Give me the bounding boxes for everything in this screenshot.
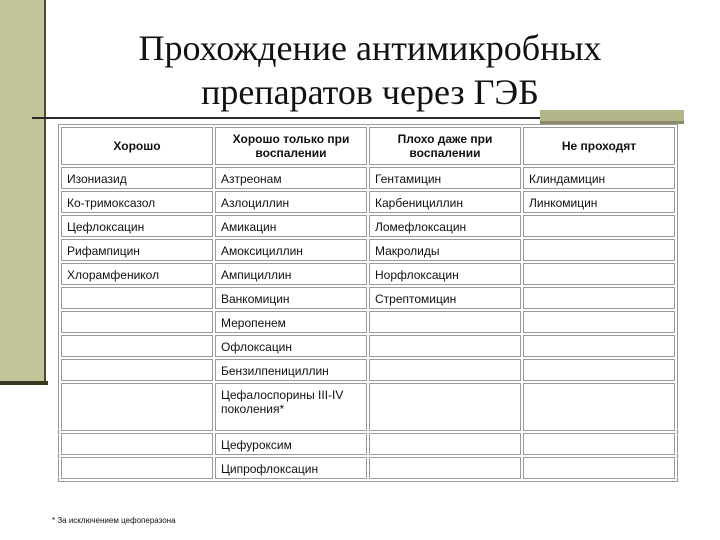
- sidebar-decoration: [0, 0, 46, 384]
- table-cell: [523, 239, 675, 261]
- table-cell: [369, 383, 521, 431]
- table-row: [61, 215, 675, 237]
- table-cell: [523, 215, 675, 237]
- table-cell: [61, 383, 213, 431]
- column-header-none: Не проходят: [523, 127, 675, 165]
- slide-title-line-2: препаратов через ГЭБ: [201, 72, 539, 112]
- column-header-good-inflammation: Хорошо только при воспалении: [215, 127, 367, 165]
- table-cell: Ципрофлоксацин: [215, 457, 367, 479]
- table-cell: Цефлоксацин: [61, 215, 213, 237]
- table-cell: Ко-тримоксазол: [61, 191, 213, 213]
- table-cell: [369, 335, 521, 357]
- table-cell: [523, 287, 675, 309]
- table-cell: Ванкомицин: [215, 287, 367, 309]
- drug-bbb-table: [58, 124, 678, 482]
- table-cell: [369, 359, 521, 381]
- table-cell: [523, 311, 675, 333]
- table-cell: [61, 311, 213, 333]
- column-header-poor: Плохо даже при воспалении: [369, 127, 521, 165]
- sidebar-decoration-foot: [0, 381, 48, 385]
- slide-title: [60, 26, 680, 114]
- table-cell: Клиндамицин: [523, 167, 675, 189]
- table-cell: Офлоксацин: [215, 335, 367, 357]
- table-cell: [523, 433, 675, 455]
- table-cell: [61, 457, 213, 479]
- table-cell: Рифампицин: [61, 239, 213, 261]
- table-header-row: [61, 127, 675, 165]
- table-cell: Изониазид: [61, 167, 213, 189]
- table-cell: Амикацин: [215, 215, 367, 237]
- title-divider-accent: [540, 110, 684, 124]
- table-cell: [369, 311, 521, 333]
- table-row: [61, 311, 675, 333]
- table-cell: [523, 335, 675, 357]
- table-cell: Азтреонам: [215, 167, 367, 189]
- table-cell: [523, 263, 675, 285]
- table-cell: Хлорамфеникол: [61, 263, 213, 285]
- table-cell: Стрептомицин: [369, 287, 521, 309]
- table-cell: Макролиды: [369, 239, 521, 261]
- table-row: [61, 287, 675, 309]
- table-cell: Амоксициллин: [215, 239, 367, 261]
- table-row: [61, 335, 675, 357]
- table-cell: [61, 433, 213, 455]
- table-cell: [523, 359, 675, 381]
- table-cell: Ампициллин: [215, 263, 367, 285]
- table-row: [61, 263, 675, 285]
- table-cell: [369, 433, 521, 455]
- footnote: * За исключением цефоперазона: [52, 516, 176, 525]
- table-cell: [61, 335, 213, 357]
- table-cell: Цефуроксим: [215, 433, 367, 455]
- table-cell: Норфлоксацин: [369, 263, 521, 285]
- column-header-good: Хорошо: [61, 127, 213, 165]
- table-cell: [61, 287, 213, 309]
- table-cell: Меропенем: [215, 311, 367, 333]
- table-row: [61, 383, 675, 431]
- table-cell: Гентамицин: [369, 167, 521, 189]
- table-row: [61, 457, 675, 479]
- table-row: [61, 239, 675, 261]
- table-row: [61, 433, 675, 455]
- table-cell: Линкомицин: [523, 191, 675, 213]
- table-cell: Цефалоспорины III-IV поколения*: [215, 383, 367, 431]
- table-cell: [523, 383, 675, 431]
- table-cell: [369, 457, 521, 479]
- table-cell: Карбенициллин: [369, 191, 521, 213]
- table-row: [61, 191, 675, 213]
- table-row: [61, 167, 675, 189]
- table-cell: [523, 457, 675, 479]
- table-row: [61, 359, 675, 381]
- slide-title-line-1: Прохождение антимикробных: [138, 28, 602, 68]
- table-cell: Бензилпенициллин: [215, 359, 367, 381]
- table-cell: Азлоциллин: [215, 191, 367, 213]
- table-cell: [61, 359, 213, 381]
- table-cell: Ломефлоксацин: [369, 215, 521, 237]
